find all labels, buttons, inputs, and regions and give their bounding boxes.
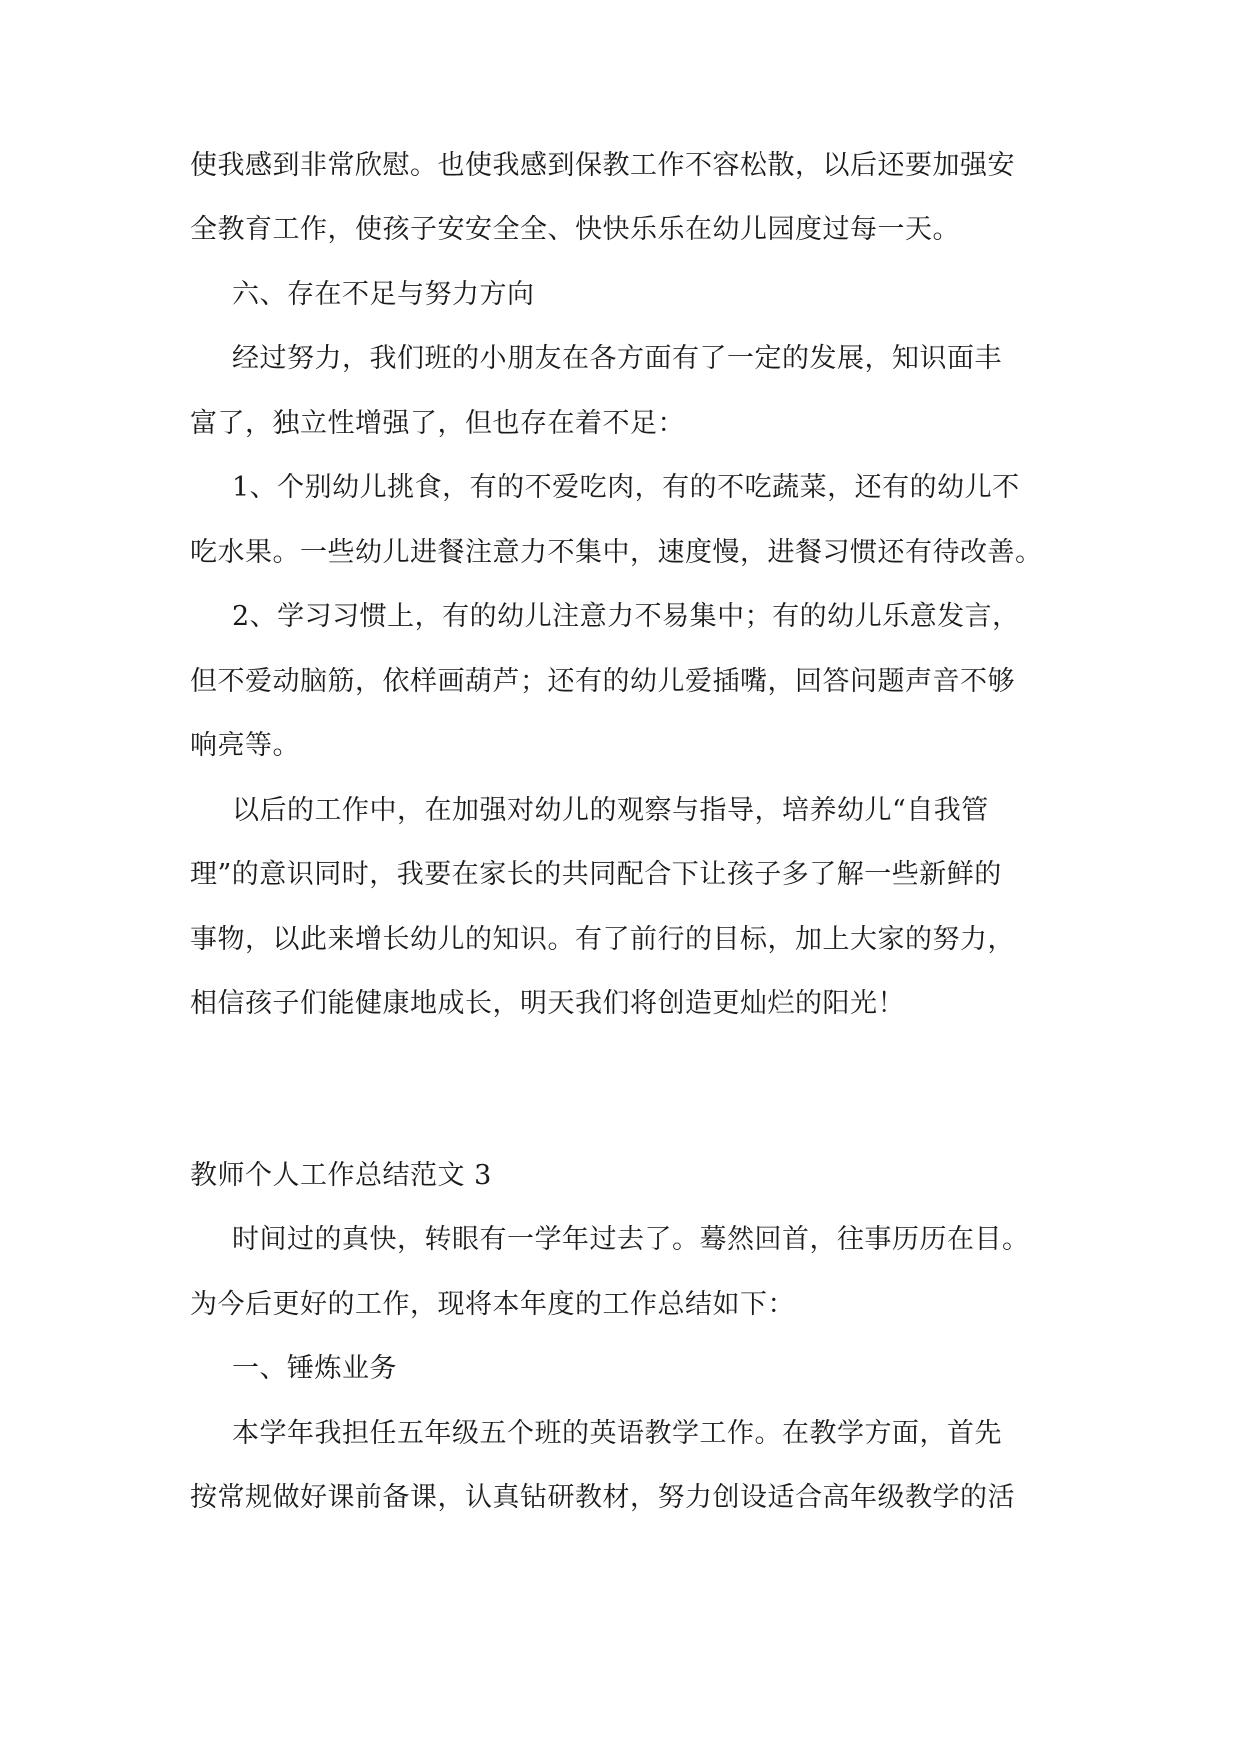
paragraph-line: 全教育工作，使孩子安安全全、快快乐乐在幼儿园度过每一天。 (190, 214, 960, 245)
paragraph-line: 经过努力，我们班的小朋友在各方面有了一定的发展，知识面丰 (232, 343, 1002, 374)
paragraph-line: 响亮等。 (190, 730, 300, 761)
paragraph-line: 1、个别幼儿挑食，有的不爱吃肉，有的不吃蔬菜，还有的幼儿不 (232, 472, 1020, 503)
paragraph-line: 以后的工作中，在加强对幼儿的观察与指导，培养幼儿“自我管 (232, 795, 989, 826)
paragraph-line: 相信孩子们能健康地成长，明天我们将创造更灿烂的阳光！ (190, 988, 905, 1019)
paragraph-line: 按常规做好课前备课，认真钻研教材，努力创设适合高年级教学的活 (190, 1482, 1015, 1513)
section-heading: 六、存在不足与努力方向 (232, 279, 535, 310)
section-heading: 一、锤炼业务 (232, 1353, 397, 1384)
paragraph-line: 事物，以此来增长幼儿的知识。有了前行的目标，加上大家的努力， (190, 924, 1015, 955)
paragraph-line: 吃水果。一些幼儿进餐注意力不集中，速度慢，进餐习惯还有待改善。 (190, 537, 1043, 568)
paragraph-line: 富了，独立性增强了，但也存在着不足： (190, 408, 685, 439)
paragraph-line: 但不爱动脑筋，依样画葫芦；还有的幼儿爱插嘴，回答问题声音不够 (190, 666, 1015, 697)
paragraph-line: 时间过的真快，转眼有一学年过去了。蓦然回首，往事历历在目。 (232, 1224, 1030, 1255)
paragraph-line: 理”的意识同时，我要在家长的共同配合下让孩子多了解一些新鲜的 (190, 859, 1002, 890)
paragraph-line: 为今后更好的工作，现将本年度的工作总结如下： (190, 1289, 795, 1320)
article-title: 教师个人工作总结范文 3 (190, 1160, 492, 1191)
paragraph-line: 2、学习习惯上，有的幼儿注意力不易集中；有的幼儿乐意发言， (232, 601, 1020, 632)
paragraph-line: 本学年我担任五年级五个班的英语教学工作。在教学方面，首先 (232, 1418, 1002, 1449)
paragraph-line: 使我感到非常欣慰。也使我感到保教工作不容松散，以后还要加强安 (190, 150, 1015, 181)
